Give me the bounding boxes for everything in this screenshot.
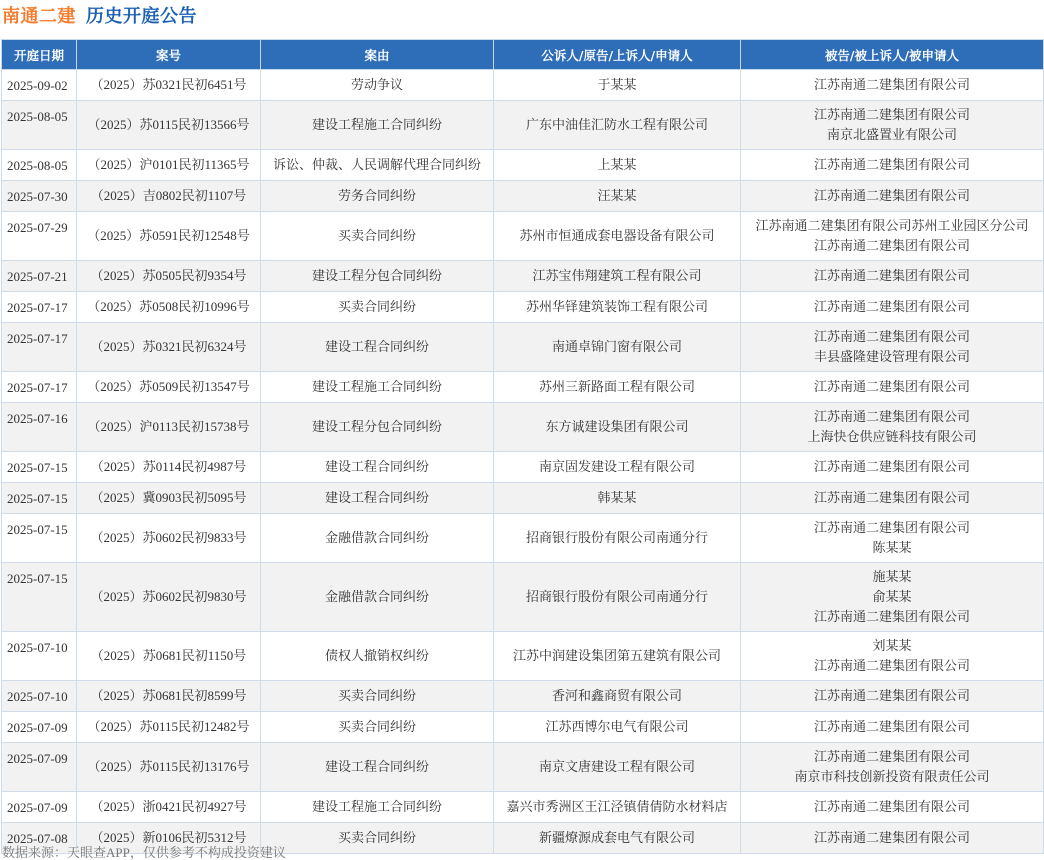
plaintiff-name: 嘉兴市秀洲区王江泾镇倩倩防水材料店 <box>506 799 728 814</box>
table-row <box>2 323 1044 372</box>
defendant-name: 陈某某 <box>872 540 912 555</box>
defendants-cell <box>741 372 1044 403</box>
hearing-date: 2025-07-15 <box>2 452 77 483</box>
table-row <box>2 403 1044 452</box>
case-cause: 建设工程施工合同纠纷 <box>261 101 494 150</box>
plaintiffs-cell <box>494 483 741 514</box>
defendant-name: 江苏南通二建集团有限公司 <box>813 107 970 122</box>
case-number: （2025）苏0321民初6451号 <box>77 70 261 101</box>
defendants-cell <box>741 632 1044 681</box>
hearing-date: 2025-07-10 <box>2 681 77 712</box>
column-header-defendants: 被告/被上诉人/被申请人 <box>741 40 1044 70</box>
table-row <box>2 372 1044 403</box>
plaintiffs-cell <box>494 681 741 712</box>
case-number: （2025）吉0802民初1107号 <box>77 181 261 212</box>
defendants-cell <box>741 563 1044 632</box>
plaintiffs-cell <box>494 70 741 101</box>
defendant-name: 江苏南通二建集团有限公司 <box>813 520 970 535</box>
defendant-name: 江苏南通二建集团有限公司 <box>813 799 970 814</box>
hearing-date: 2025-07-30 <box>2 181 77 212</box>
defendant-name: 施某某 <box>872 569 912 584</box>
case-number: （2025）苏0508民初10996号 <box>77 292 261 323</box>
case-number: （2025）浙0421民初4927号 <box>77 792 261 823</box>
defendant-name: 江苏南通二建集团有限公司 <box>813 830 970 845</box>
case-cause: 债权人撤销权纠纷 <box>261 632 494 681</box>
case-number: （2025）冀0903民初5095号 <box>77 483 261 514</box>
case-number: （2025）苏0509民初13547号 <box>77 372 261 403</box>
case-cause: 建设工程合同纠纷 <box>261 483 494 514</box>
case-cause: 买卖合同纠纷 <box>261 823 494 854</box>
defendants-cell <box>741 743 1044 792</box>
case-number: （2025）苏0505民初9354号 <box>77 261 261 292</box>
case-cause: 建设工程合同纠纷 <box>261 323 494 372</box>
table-header-row <box>2 40 1044 70</box>
hearing-date: 2025-07-15 <box>2 483 77 514</box>
case-cause: 建设工程施工合同纠纷 <box>261 792 494 823</box>
hearing-date: 2025-08-05 <box>2 150 77 181</box>
defendants-cell <box>741 261 1044 292</box>
case-number: （2025）苏0115民初13176号 <box>77 743 261 792</box>
defendants-cell <box>741 823 1044 854</box>
defendant-name: 江苏南通二建集团有限公司 <box>813 329 970 344</box>
defendants-cell <box>741 681 1044 712</box>
plaintiffs-cell <box>494 181 741 212</box>
defendant-name: 江苏南通二建集团有限公司 <box>813 490 970 505</box>
case-cause: 建设工程分包合同纠纷 <box>261 261 494 292</box>
defendants-cell <box>741 452 1044 483</box>
table-row <box>2 792 1044 823</box>
case-cause: 买卖合同纠纷 <box>261 681 494 712</box>
plaintiffs-cell <box>494 563 741 632</box>
defendant-name: 江苏南通二建集团有限公司 <box>813 719 970 734</box>
table-row <box>2 514 1044 563</box>
defendants-cell <box>741 712 1044 743</box>
defendant-name: 江苏南通二建集团有限公司 <box>813 658 970 673</box>
plaintiffs-cell <box>494 212 741 261</box>
plaintiffs-cell <box>494 101 741 150</box>
table-row <box>2 483 1044 514</box>
table-row <box>2 70 1044 101</box>
hearing-date: 2025-07-09 <box>2 792 77 823</box>
defendant-name: 江苏南通二建集团有限公司 <box>813 609 970 624</box>
hearing-date: 2025-08-05 <box>2 101 77 150</box>
case-number: （2025）苏0602民初9833号 <box>77 514 261 563</box>
defendants-cell <box>741 70 1044 101</box>
table-row <box>2 292 1044 323</box>
hearing-date: 2025-07-29 <box>2 212 77 261</box>
plaintiffs-cell <box>494 823 741 854</box>
case-cause: 劳动争议 <box>261 70 494 101</box>
defendant-name: 江苏南通二建集团有限公司 <box>813 299 970 314</box>
plaintiffs-cell <box>494 372 741 403</box>
plaintiff-name: 韩某某 <box>597 490 637 505</box>
plaintiff-name: 于某某 <box>597 77 637 92</box>
defendant-name: 南京北盛置业有限公司 <box>826 127 957 142</box>
defendant-name: 丰县盛隆建设管理有限公司 <box>813 349 970 364</box>
table-row <box>2 101 1044 150</box>
page-header <box>2 3 197 27</box>
plaintiffs-cell <box>494 712 741 743</box>
case-cause: 建设工程施工合同纠纷 <box>261 372 494 403</box>
court-announcement-table <box>1 39 1044 854</box>
hearing-date: 2025-07-17 <box>2 292 77 323</box>
case-cause: 建设工程合同纠纷 <box>261 743 494 792</box>
defendant-name: 上海快仓供应链科技有限公司 <box>807 429 977 444</box>
defendants-cell <box>741 792 1044 823</box>
plaintiff-name: 江苏宝伟翔建筑工程有限公司 <box>532 268 702 283</box>
case-cause: 金融借款合同纠纷 <box>261 514 494 563</box>
case-number: （2025）苏0115民初12482号 <box>77 712 261 743</box>
plaintiffs-cell <box>494 261 741 292</box>
defendants-cell <box>741 292 1044 323</box>
plaintiff-name: 江苏西博尔电气有限公司 <box>545 719 689 734</box>
hearing-date: 2025-07-09 <box>2 743 77 792</box>
hearing-date: 2025-07-09 <box>2 712 77 743</box>
table-row <box>2 261 1044 292</box>
plaintiffs-cell <box>494 150 741 181</box>
defendants-cell <box>741 323 1044 372</box>
hearing-date: 2025-07-17 <box>2 323 77 372</box>
plaintiff-name: 广东中油佳汇防水工程有限公司 <box>525 117 708 132</box>
defendants-cell <box>741 514 1044 563</box>
case-number: （2025）苏0591民初12548号 <box>77 212 261 261</box>
table-row <box>2 681 1044 712</box>
case-number: （2025）苏0115民初13566号 <box>77 101 261 150</box>
column-header-case-no: 案号 <box>77 40 261 70</box>
hearing-date: 2025-07-16 <box>2 403 77 452</box>
defendant-name: 江苏南通二建集团有限公司 <box>813 409 970 424</box>
case-number: （2025）沪0101民初11365号 <box>77 150 261 181</box>
column-header-date: 开庭日期 <box>2 40 77 70</box>
case-number: （2025）苏0114民初4987号 <box>77 452 261 483</box>
hearing-date: 2025-07-17 <box>2 372 77 403</box>
hearing-date: 2025-07-15 <box>2 514 77 563</box>
plaintiffs-cell <box>494 743 741 792</box>
plaintiff-name: 新疆燎源成套电气有限公司 <box>538 830 695 845</box>
defendant-name: 江苏南通二建集团有限公司 <box>813 688 970 703</box>
plaintiff-name: 南通卓锦门窗有限公司 <box>551 339 682 354</box>
data-source-note: 数据来源：天眼查APP，仅供参考不构成投资建议 <box>2 845 286 860</box>
table-row <box>2 452 1044 483</box>
case-number: （2025）苏0681民初1150号 <box>77 632 261 681</box>
defendants-cell <box>741 403 1044 452</box>
table-body <box>2 70 1044 854</box>
plaintiffs-cell <box>494 792 741 823</box>
case-number: （2025）沪0113民初15738号 <box>77 403 261 452</box>
table-row <box>2 212 1044 261</box>
defendant-name: 江苏南通二建集团有限公司苏州工业园区分公司 <box>755 218 1029 233</box>
plaintiff-name: 苏州三新路面工程有限公司 <box>538 379 695 394</box>
defendant-name: 江苏南通二建集团有限公司 <box>813 77 970 92</box>
plaintiff-name: 香河和鑫商贸有限公司 <box>551 688 682 703</box>
defendant-name: 江苏南通二建集团有限公司 <box>813 459 970 474</box>
case-number: （2025）新0106民初5312号 <box>77 823 261 854</box>
hearing-date: 2025-07-10 <box>2 632 77 681</box>
table-row <box>2 712 1044 743</box>
defendant-name: 江苏南通二建集团有限公司 <box>813 749 970 764</box>
defendant-name: 江苏南通二建集团有限公司 <box>813 238 970 253</box>
case-number: （2025）苏0602民初9830号 <box>77 563 261 632</box>
case-cause: 买卖合同纠纷 <box>261 292 494 323</box>
plaintiff-name: 苏州华铎建筑装饰工程有限公司 <box>525 299 708 314</box>
plaintiff-name: 南京固发建设工程有限公司 <box>538 459 695 474</box>
column-header-cause: 案由 <box>261 40 494 70</box>
plaintiff-name: 招商银行股份有限公司南通分行 <box>525 530 708 545</box>
page-title: 历史开庭公告 <box>86 6 197 27</box>
defendants-cell <box>741 483 1044 514</box>
plaintiff-name: 招商银行股份有限公司南通分行 <box>525 589 708 604</box>
plaintiffs-cell <box>494 292 741 323</box>
case-cause: 劳务合同纠纷 <box>261 181 494 212</box>
hearing-date: 2025-07-15 <box>2 563 77 632</box>
plaintiff-name: 上某某 <box>597 157 637 172</box>
defendant-name: 江苏南通二建集团有限公司 <box>813 379 970 394</box>
plaintiffs-cell <box>494 452 741 483</box>
defendant-name: 南京市科技创新投资有限责任公司 <box>794 769 990 784</box>
defendant-name: 江苏南通二建集团有限公司 <box>813 268 970 283</box>
table-row <box>2 150 1044 181</box>
plaintiffs-cell <box>494 632 741 681</box>
case-cause: 建设工程分包合同纠纷 <box>261 403 494 452</box>
plaintiff-name: 江苏中润建设集团第五建筑有限公司 <box>512 648 721 663</box>
plaintiffs-cell <box>494 514 741 563</box>
plaintiff-name: 东方诚建设集团有限公司 <box>545 419 689 434</box>
defendant-name: 刘某某 <box>872 638 912 653</box>
company-name: 南通二建 <box>2 6 76 27</box>
defendants-cell <box>741 212 1044 261</box>
defendant-name: 俞某某 <box>872 589 912 604</box>
plaintiffs-cell <box>494 403 741 452</box>
plaintiff-name: 苏州市恒通成套电器设备有限公司 <box>519 228 715 243</box>
defendant-name: 江苏南通二建集团有限公司 <box>813 157 970 172</box>
hearing-date: 2025-07-21 <box>2 261 77 292</box>
plaintiffs-cell <box>494 323 741 372</box>
table-row <box>2 632 1044 681</box>
case-cause: 买卖合同纠纷 <box>261 712 494 743</box>
table-row <box>2 743 1044 792</box>
hearing-date: 2025-09-02 <box>2 70 77 101</box>
case-cause: 买卖合同纠纷 <box>261 212 494 261</box>
case-cause: 金融借款合同纠纷 <box>261 563 494 632</box>
plaintiff-name: 汪某某 <box>597 188 637 203</box>
case-number: （2025）苏0321民初6324号 <box>77 323 261 372</box>
defendants-cell <box>741 101 1044 150</box>
plaintiff-name: 南京文唐建设工程有限公司 <box>538 759 695 774</box>
table-row <box>2 181 1044 212</box>
defendants-cell <box>741 181 1044 212</box>
defendants-cell <box>741 150 1044 181</box>
hearing-date: 2025-07-08 <box>2 823 77 854</box>
column-header-plaintiffs: 公诉人/原告/上诉人/申请人 <box>494 40 741 70</box>
case-cause: 建设工程合同纠纷 <box>261 452 494 483</box>
defendant-name: 江苏南通二建集团有限公司 <box>813 188 970 203</box>
table-row <box>2 563 1044 632</box>
case-number: （2025）苏0681民初8599号 <box>77 681 261 712</box>
case-cause: 诉讼、仲裁、人民调解代理合同纠纷 <box>261 150 494 181</box>
